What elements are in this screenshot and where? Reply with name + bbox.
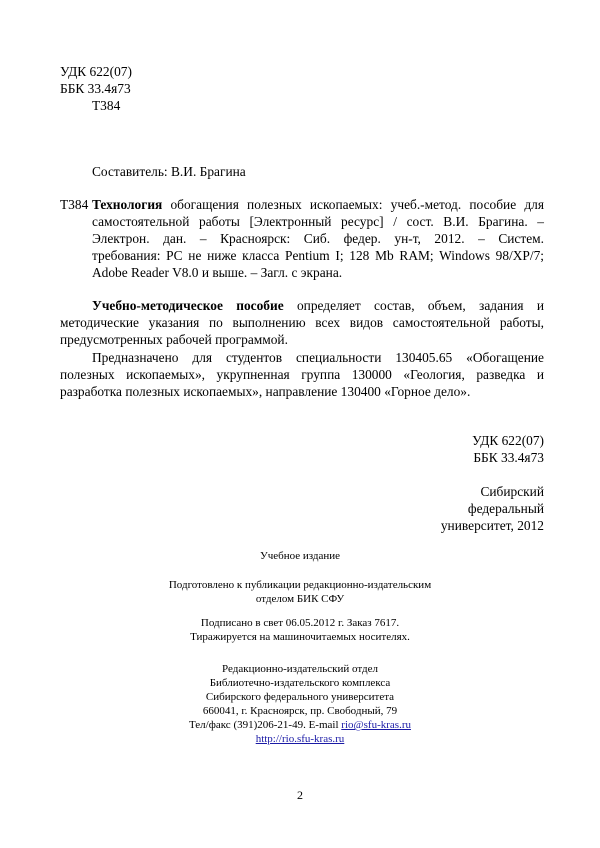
right-org-1: Сибирский <box>480 484 544 499</box>
imprint-phone: Тел/факс (391)206-21-49. E-mail <box>189 719 342 731</box>
annotation-title: Учебно-методическое пособие <box>92 298 284 313</box>
imprint-dept-1: Редакционно-издательский отдел <box>222 663 378 675</box>
annotation-line-6: разработка полезных ископаемых», направление 130400 «Горное дело». <box>60 384 471 399</box>
imprint-edition: Учебное издание <box>259 550 341 562</box>
imprint-contacts <box>0 718 600 732</box>
udk-code: УДК 622(07) <box>60 64 132 79</box>
bib-line-2: самостоятельной работы [Электронный ресурс] / сост. В.И. Брагина. – <box>92 214 544 229</box>
right-udk: УДК 622(07) <box>472 433 544 448</box>
page-number: 2 <box>297 788 303 802</box>
imprint-copies: Тиражируется на машиночитаемых носителях. <box>190 631 410 643</box>
imprint-website-row <box>0 732 600 746</box>
bib-line-1 <box>92 196 544 213</box>
author-sign: Т384 <box>92 98 121 113</box>
annotation-line-4: Предназначено для студентов специальности 130405.65 «Обогащение <box>92 350 544 365</box>
email-link[interactable]: rio@sfu-kras.ru <box>341 719 411 731</box>
bib-code: Т384 <box>60 197 89 212</box>
website-link[interactable]: http://rio.sfu-kras.ru <box>255 733 345 745</box>
right-org-3: университет, 2012 <box>440 518 544 533</box>
annotation-line-1 <box>92 297 544 314</box>
imprint-address: 660041, г. Красноярск, пр. Свободный, 79 <box>202 705 398 717</box>
bbk-code: ББК 33.4я73 <box>60 81 131 96</box>
right-org-2: федеральный <box>467 501 544 516</box>
imprint-prepared-2: отделом БИК СФУ <box>255 593 345 605</box>
imprint-signed: Подписано в свет 06.05.2012 г. Заказ 7617. <box>200 617 400 629</box>
imprint-dept-2: Библиотечно-издательского комплекса <box>209 677 391 689</box>
bib-line-1-rest: обогащения полезных ископаемых: учеб.-метод. пособие для <box>162 197 544 212</box>
bib-line-4: требования: PC не ниже класса Pentium I; 128 Mb RAM; Windows 98/XP/7; <box>92 248 544 263</box>
annotation-line-3: предусмотренных рабочей программой. <box>60 332 288 347</box>
bib-line-3: Электрон. дан. – Красноярск: Сиб. федер. ун-т, 2012. – Систем. <box>92 231 544 246</box>
annotation-line-2: методические указания по выполнению всех видов самостоятельной работы, <box>60 315 544 330</box>
bib-line-5: Adobe Reader V8.0 и выше. – Загл. с экрана. <box>92 265 343 280</box>
right-bbk: ББК 33.4я73 <box>473 450 544 465</box>
imprint-prepared-1: Подготовлено к публикации редакционно-издательским <box>168 579 432 591</box>
annotation-line-1-rest: определяет состав, объем, задания и <box>283 298 544 313</box>
compiler-line: Составитель: В.И. Брагина <box>92 164 246 179</box>
bib-title: Технология <box>92 197 163 212</box>
annotation-line-5: полезных ископаемых», укрупненная группа 130000 «Геология, разведка и <box>60 367 544 382</box>
imprint-dept-3: Сибирского федерального университета <box>205 691 395 703</box>
